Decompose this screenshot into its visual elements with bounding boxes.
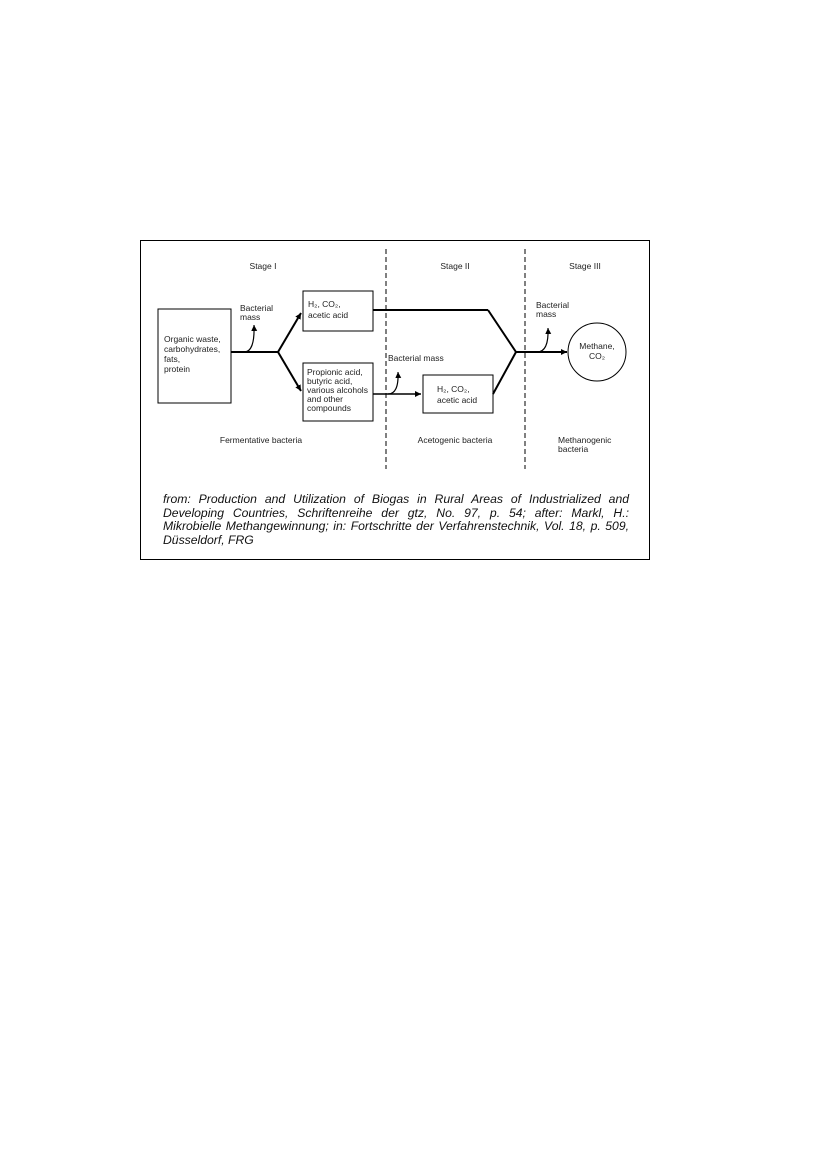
- bacterial-mass-arrow-stage-3: [537, 328, 548, 352]
- organic-waste-line-3: fats,: [164, 354, 181, 364]
- flow-top-to-merge-b: [488, 310, 516, 352]
- fermentative-bacteria-label: Fermentative bacteria: [219, 435, 303, 445]
- methanogenic-bacteria-line-2: bacteria: [558, 444, 589, 454]
- propionic-line-4: and other: [307, 394, 343, 404]
- methane-line-1: Methane,: [579, 341, 615, 351]
- stage-3-header: Stage III: [569, 261, 601, 271]
- stage-2-header: Stage II: [440, 261, 470, 271]
- bacterial-mass-stage-3-line-2: mass: [536, 309, 557, 319]
- figure-source-caption: from: Production and Utilization of Biogas in Rural Areas of Industrialized and Developing Countries, Schriftenreihe der gtz, No. 97, p. 54; after: Markl, H.: Mikrobielle Methangewinnung; in: Fortschritte der Verfahrenstechnik, Vol. 18, p. 509, Düsseldorf, FRG: [163, 492, 629, 547]
- bacterial-mass-stage-1-line-1: Bacterial: [240, 303, 274, 313]
- bacterial-mass-arrow-stage-2: [388, 372, 398, 394]
- acetogenic-bacteria-label: Acetogenic bacteria: [417, 435, 493, 445]
- h2-co2-bottom-line-2: acetic acid: [437, 395, 478, 405]
- flow-split-to-h2-top: [278, 313, 301, 352]
- methanogenic-bacteria-line-1: Methanogenic: [558, 435, 612, 445]
- stage-1-header: Stage I: [249, 261, 277, 271]
- bacterial-mass-stage-2: Bacterial mass: [388, 353, 444, 363]
- methane-line-2: CO₂: [588, 351, 606, 361]
- biogas-process-diagram: [141, 241, 651, 491]
- flow-bottom-to-merge: [493, 352, 516, 394]
- bacterial-mass-arrow-stage-1: [244, 325, 254, 352]
- h2-co2-acetic-bottom-box: [423, 375, 493, 413]
- propionic-line-3: various alcohols: [307, 385, 368, 395]
- h2-co2-bottom-line-1: H₂, CO₂,: [437, 384, 470, 394]
- propionic-line-5: compounds: [307, 403, 351, 413]
- h2-co2-top-line-2: acetic acid: [308, 310, 349, 320]
- bacterial-mass-stage-1-line-2: mass: [240, 312, 261, 322]
- propionic-line-2: butyric acid,: [307, 376, 353, 386]
- organic-waste-line-2: carbohydrates,: [164, 344, 221, 354]
- figure-frame: [140, 240, 650, 560]
- bacterial-mass-stage-3-line-1: Bacterial: [536, 300, 570, 310]
- h2-co2-top-line-1: H₂, CO₂,: [308, 299, 341, 309]
- organic-waste-line-1: Organic waste,: [164, 334, 221, 344]
- organic-waste-line-4: protein: [164, 364, 190, 374]
- flow-split-to-propionic: [278, 352, 301, 391]
- propionic-line-1: Propionic acid,: [307, 367, 363, 377]
